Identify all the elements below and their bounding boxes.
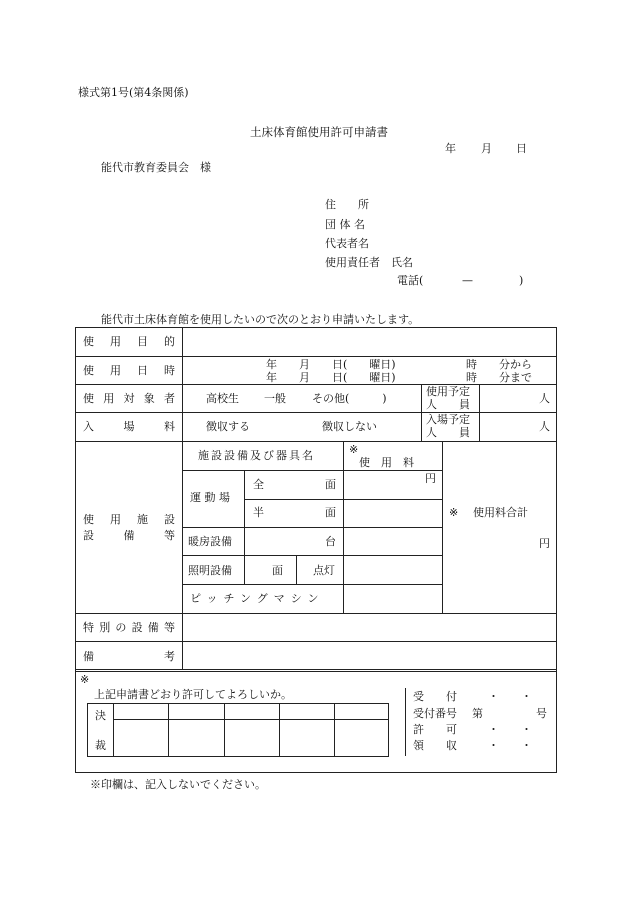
phone-dash: — xyxy=(462,274,473,287)
intro-text: 能代市土床体育館を使用したいので次のとおり申請いたします。 xyxy=(101,313,420,326)
collect-dot-2: ・ xyxy=(521,739,532,752)
heating-label: 暖房設備 xyxy=(188,535,232,548)
date-month: 月 xyxy=(481,142,492,155)
kessai-label-1: 決 xyxy=(95,709,106,722)
row-label-datetime: 使 用 日 時 xyxy=(83,364,175,377)
receipt-dot-2: ・ xyxy=(521,690,532,703)
gym-yen: 円 xyxy=(425,472,436,485)
permit-dot-2: ・ xyxy=(521,723,532,736)
footnote: ※印欄は、記入しないでください。 xyxy=(90,778,266,791)
receipt-label: 受 付 xyxy=(413,690,457,703)
date-day: 日 xyxy=(516,142,527,155)
responsible-label: 使用責任者 氏名 xyxy=(325,256,413,269)
datetime-from-date: 年 月 日( 曜日) xyxy=(266,358,396,371)
facility-header-fee: 使 用 料 xyxy=(359,456,414,469)
form-number: 様式第1号(第4条関係) xyxy=(78,86,189,99)
gym-full-surface: 面 xyxy=(325,478,336,491)
planned-users-unit: 人 xyxy=(539,392,550,405)
row-label-special: 特 別 の 設 備 等 xyxy=(83,621,175,634)
row-label-facility-1: 使 用 施 設 xyxy=(83,513,175,526)
receipt-dot-1: ・ xyxy=(488,690,499,703)
receipt-no-prefix: 第 xyxy=(472,707,483,720)
lighting-surface: 面 xyxy=(272,564,283,577)
row-label-target: 使 用 対 象 者 xyxy=(83,392,175,405)
total-mark: ※ xyxy=(449,506,459,519)
representative-label: 代表者名 xyxy=(325,237,369,250)
table-double-line xyxy=(75,671,557,672)
row-label-purpose: 使 用 目 的 xyxy=(83,335,175,348)
addressee: 能代市教育委員会 様 xyxy=(101,161,211,174)
row-label-remarks: 備 考 xyxy=(83,650,175,663)
gym-full: 全 xyxy=(253,478,264,491)
collect-label: 領 収 xyxy=(413,739,457,752)
collect-dot-1: ・ xyxy=(488,739,499,752)
total-yen: 円 xyxy=(539,537,550,550)
facility-header-fee-mark: ※ xyxy=(349,443,359,456)
table-left-border xyxy=(75,327,76,773)
target-highschool: 高校生 xyxy=(206,392,239,405)
approval-bottom-border xyxy=(75,772,557,773)
permit-label: 許 可 xyxy=(413,723,457,736)
target-general: 一般 xyxy=(264,392,286,405)
phone-label: 電話( xyxy=(397,274,424,287)
approval-mark: ※ xyxy=(80,673,90,686)
receipt-no-label: 受付番号 xyxy=(413,707,457,720)
date-year: 年 xyxy=(445,142,456,155)
permit-dot-1: ・ xyxy=(488,723,499,736)
group-label: 団 体 名 xyxy=(325,218,365,231)
pitching-machine-label: ピッチングマシン xyxy=(190,592,325,605)
fee-collect: 徴収する xyxy=(206,420,250,433)
row-label-facility-2: 設 備 等 xyxy=(83,529,175,542)
receipt-no-suffix: 号 xyxy=(536,707,547,720)
planned-entrants-label-2: 人 員 xyxy=(426,426,470,439)
phone-close: ) xyxy=(519,274,524,287)
gym-half: 半 xyxy=(253,506,264,519)
planned-entrants-unit: 人 xyxy=(539,420,550,433)
planned-users-label-1: 使用予定 xyxy=(426,385,470,398)
row-label-fee: 入 場 料 xyxy=(83,420,175,433)
approval-text: 上記申請書どおり許可してよろしいか。 xyxy=(94,688,292,701)
table-right-border xyxy=(556,327,557,773)
form-title: 土床体育館使用許可申請書 xyxy=(250,125,388,139)
datetime-to-time: 時 分まで xyxy=(466,371,532,384)
fee-not-collect: 徴収しない xyxy=(322,420,377,433)
datetime-to-date: 年 月 日( 曜日) xyxy=(266,371,396,384)
datetime-from-time: 時 分から xyxy=(466,358,532,371)
table-top-border xyxy=(75,327,557,328)
planned-entrants-label-1: 入場予定 xyxy=(426,413,470,426)
target-other: その他( ) xyxy=(312,392,387,405)
lighting-lit: 点灯 xyxy=(313,564,335,577)
heating-units: 台 xyxy=(325,535,336,548)
table-bottom-border xyxy=(75,669,557,670)
total-label: 使用料合計 xyxy=(473,506,528,519)
gym-label: 運 動 場 xyxy=(190,491,230,504)
planned-users-label-2: 人 員 xyxy=(426,398,470,411)
facility-header-name: 施設設備及び器具名 xyxy=(198,449,315,462)
lighting-label: 照明設備 xyxy=(188,564,232,577)
kessai-label-2: 裁 xyxy=(95,739,106,752)
address-label: 住 所 xyxy=(325,198,369,211)
gym-half-surface: 面 xyxy=(325,506,336,519)
